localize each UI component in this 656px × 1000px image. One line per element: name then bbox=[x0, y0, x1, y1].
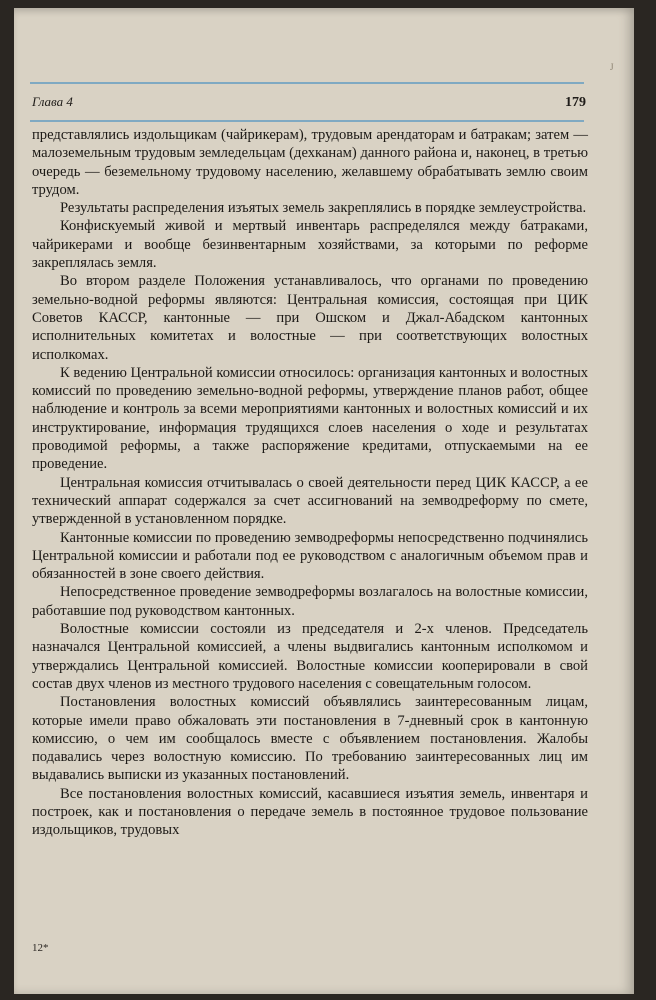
paragraph-8: Непосредственное проведение земводреформы возлагалось на волостные комиссии, работавшие под руководством кантонных. bbox=[32, 584, 588, 619]
paragraph-11: Все постановления волостных комиссий, касавшиеся изъятия земель, инвентаря и построек, как и постановления о передаче земель в постоянное трудовое пользование издольщиков, трудовых bbox=[32, 785, 588, 839]
paragraph-10: Постановления волостных комиссий объявлялись заинтересованным лицам, которые имели право обжаловать эти постановления в 7-дневный срок в кантонную комиссию, о чем им сообщалось вместе с объявлением постановления. Жалобы подавались через волостную комиссию. По требованию заинтересованных лиц им выдавались выписки из указанных постановлений. bbox=[32, 694, 588, 784]
margin-mark: J bbox=[610, 62, 614, 72]
header-rule-bottom bbox=[30, 120, 584, 122]
page-body bbox=[32, 126, 588, 840]
paragraph-5: К ведению Центральной комиссии относилось: организация кантонных и волостных комиссий по проведению земельно-водной реформы, утверждение планов работ, общее наблюдение и контроль за всеми мероприятиями кантонных и волостных комиссий и их инструктирование, информация трудящихся слоев населения о ходе и результатах проводимой реформы, а также распоряжение кредитами, отпускаемыми на ее проведение. bbox=[32, 364, 588, 473]
paragraph-7: Кантонные комиссии по проведению земводреформы непосредственно подчинялись Центральной комиссии и работали под ее руководством с аналогичным объемом прав и обязанностей в зоне своего действия. bbox=[32, 529, 588, 583]
signature-mark: 12* bbox=[32, 942, 49, 954]
paragraph-9: Волостные комиссии состояли из председателя и 2-х членов. Председатель назначался Центральной комиссией, а члены выдвигались кантонным исполкомом и утверждались Центральной комиссией. Волостные комиссии кооперировали в свой состав двух членов из местного трудового населения с совещательным голосом. bbox=[32, 621, 588, 692]
book-page bbox=[14, 8, 634, 994]
page-number: 179 bbox=[565, 95, 586, 110]
running-header bbox=[32, 94, 586, 116]
paragraph-3: Конфискуемый живой и мертвый инвентарь распределялся между батраками, чайрикерами и вообще безинвентарным хозяйствами, за которыми по реформе закреплялась земля. bbox=[32, 218, 588, 272]
paragraph-2: Результаты распределения изъятых земель закреплялись в порядке землеустройства. bbox=[60, 200, 587, 217]
paragraph-1: представлялись издольщикам (чайрикерам), трудовым арендаторам и батракам; затем — малоземельным трудовым земледельцам (дехканам) данного района и, наконец, в третью очередь — беземельному трудовому населению, желавшему обрабатывать землю своим трудом. bbox=[32, 127, 588, 198]
paragraph-6: Центральная комиссия отчитывалась о своей деятельности перед ЦИК КАССР, а ее технический аппарат содержался за счет ассигнований на земводреформу по смете, утвержденной в установленном порядке. bbox=[32, 474, 588, 528]
header-rule-top bbox=[30, 82, 584, 84]
chapter-title: Глава 4 bbox=[32, 94, 73, 109]
paragraph-4: Во втором разделе Положения устанавливалось, что органами по проведению земельно-водной реформы являются: Центральная комиссия, состоящая при ЦИК Советов КАССР, кантонные — при Ошском и Джал-Абадском кантонных исполнительных комитетах и волостные — при соответствующих волостных исполкомах. bbox=[32, 273, 588, 363]
